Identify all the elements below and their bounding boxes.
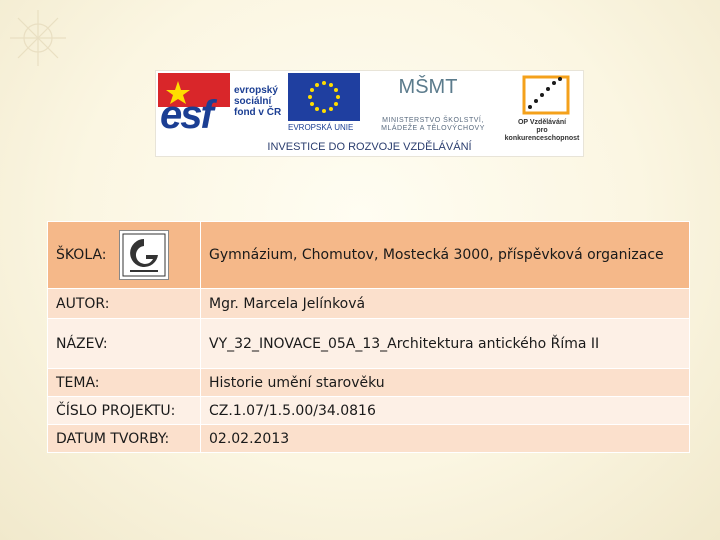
esf-caption-line: fond v ČR	[234, 107, 282, 118]
msmt-caption	[368, 117, 498, 133]
info-table	[47, 221, 690, 453]
row-label: AUTOR:	[48, 289, 201, 319]
msmt-caption-line: MINISTERSTVO ŠKOLSTVÍ,	[382, 117, 484, 124]
row-value: Gymnázium, Chomutov, Mostecká 3000, příspěvková organizace	[201, 222, 690, 289]
esf-caption-line: evropský	[234, 85, 278, 96]
banner-tagline: INVESTICE DO ROZVOJE VZDĚLÁVÁNÍ	[267, 141, 472, 153]
table-row	[48, 319, 690, 369]
table-row	[48, 369, 690, 397]
row-value: 02.02.2013	[201, 425, 690, 453]
row-value: Historie umění starověku	[201, 369, 690, 397]
op-logo-icon	[516, 73, 576, 117]
eu-caption: EVROPSKÁ UNIE	[288, 123, 354, 132]
row-label: ČÍSLO PROJEKTU:	[48, 397, 201, 425]
row-value: VY_32_INOVACE_05A_13_Architektura antického Říma II	[201, 319, 690, 369]
decorative-star-icon	[6, 6, 70, 70]
eu-flag-icon	[288, 73, 360, 121]
row-label-cell	[48, 222, 201, 289]
row-value: Mgr. Marcela Jelínková	[201, 289, 690, 319]
row-label: TEMA:	[48, 369, 201, 397]
table-row	[48, 222, 690, 289]
table-row	[48, 425, 690, 453]
msmt-caption-line: MLÁDEŽE A TĚLOVÝCHOVY	[381, 125, 485, 132]
esf-logo-text: esf	[160, 93, 212, 137]
school-logo-graphic	[120, 231, 168, 279]
op-caption	[500, 119, 584, 143]
row-value: CZ.1.07/1.5.00/34.0816	[201, 397, 690, 425]
msmt-logo-text: MŠMT	[398, 76, 458, 98]
row-label: ŠKOLA:	[56, 247, 107, 263]
row-label: NÁZEV:	[48, 319, 201, 369]
msmt-logo-icon	[398, 73, 458, 117]
school-logo-icon	[119, 230, 169, 280]
table-row	[48, 397, 690, 425]
logo-banner	[155, 70, 584, 157]
esf-caption	[234, 85, 294, 118]
op-caption-line: OP Vzdělávání	[517, 119, 567, 126]
row-label: DATUM TVORBY:	[48, 425, 201, 453]
table-row	[48, 289, 690, 319]
label-wrap	[56, 230, 192, 280]
op-caption-line: pro konkurenceschopnost	[504, 127, 580, 142]
esf-caption-line: sociální	[234, 96, 272, 107]
